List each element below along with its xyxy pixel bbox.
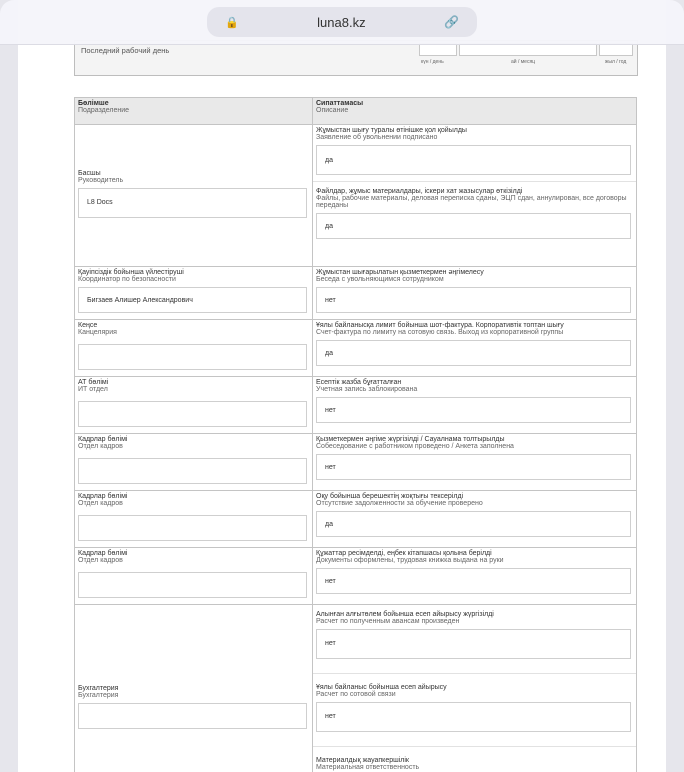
item-value-field[interactable]: да (316, 145, 631, 175)
header-department-kz: Бөлімше (78, 100, 109, 107)
dept-name-kz: Басшы (78, 169, 101, 177)
responsible-field[interactable] (78, 703, 307, 729)
dept-name-ru: Канцелярия (78, 329, 117, 336)
dept-name-ru: Отдел кадров (78, 443, 123, 450)
table-row (75, 377, 637, 434)
table-row (75, 605, 637, 772)
item-text-kz: Оқу бойынша берешектің жоқтығы тексерілді (316, 493, 464, 500)
item-text-ru: Материальная ответственность (316, 764, 420, 771)
dept-name-ru: Руководитель (78, 176, 124, 184)
dept-cell (75, 267, 313, 320)
divider (313, 181, 636, 182)
dept-name-ru: Отдел кадров (78, 557, 123, 564)
dept-cell (75, 320, 313, 377)
divider (313, 746, 636, 747)
link-icon[interactable]: 🔗 (444, 15, 459, 29)
desc-cell (313, 267, 637, 320)
checklist-item (316, 607, 633, 659)
responsible-field[interactable] (78, 458, 307, 484)
dept-name-kz: Бухгалтерия (78, 685, 119, 692)
table-header (75, 98, 637, 125)
checklist-item (316, 127, 633, 175)
dept-name-ru: ИТ отдел (78, 386, 108, 393)
item-text-kz: Материалдық жауапкершілік (316, 757, 409, 764)
item-text-ru: Документы оформлены, трудовая книжка выдана на руки (316, 557, 504, 564)
item-text-kz: Құжаттар ресімделді, еңбек кітапшасы қолына берілді (316, 550, 492, 557)
lock-icon: 🔒 (225, 16, 239, 29)
table-row (75, 548, 637, 605)
dept-name-kz: АТ бөлімі (78, 379, 109, 386)
dept-name-kz: Кадрлар бөлімі (78, 550, 128, 557)
item-text-kz: Жұмыстан шығарылатын қызметкермен әңгімелесу (316, 269, 484, 276)
header-description-kz: Сипаттамасы (316, 100, 364, 107)
item-value-field[interactable]: нет (316, 287, 631, 313)
document-page (18, 0, 666, 772)
header-department (75, 98, 313, 125)
dept-name-kz: Кадрлар бөлімі (78, 493, 128, 500)
item-text-kz: Ұялы байланыс бойынша есеп айырысу (316, 684, 447, 691)
dept-cell (75, 605, 313, 772)
month-label: ай / месяц (511, 59, 536, 65)
last-working-day-section (74, 40, 638, 76)
date-fields (419, 43, 633, 73)
last-day-label: Последний рабочий день (81, 46, 170, 55)
dept-name-ru: Координатор по безопасности (78, 276, 176, 283)
item-value-field[interactable]: нет (316, 454, 631, 480)
browser-address-bar (0, 0, 684, 45)
item-text-kz: Ұялы байланысқа лимит бойынша шот-фактура. Корпоративтік топтан шығу (316, 322, 564, 329)
dept-name-kz: Кадрлар бөлімі (78, 436, 128, 443)
item-text-kz: Қызметкермен әңгіме жүргізілді / Сауалнама толтырылды (316, 436, 505, 443)
item-text-ru: Счет-фактура по лимиту на сотовую связь. Выход из корпоративной группы (316, 329, 564, 336)
desc-cell (313, 125, 637, 267)
responsible-field[interactable] (78, 572, 307, 598)
desc-cell (313, 320, 637, 377)
item-value-field[interactable]: да (316, 340, 631, 366)
dept-cell (75, 434, 313, 491)
item-text-ru: Беседа с увольняющимся сотрудником (316, 276, 444, 283)
checklist-item (316, 753, 633, 772)
item-value-field[interactable]: нет (316, 397, 631, 423)
item-text-ru: Расчет по сотовой связи (316, 691, 396, 698)
dept-name-ru: Бухгалтерия (78, 692, 119, 699)
item-text-ru: Заявление об увольнении подписано (316, 134, 438, 141)
responsible-field[interactable] (78, 344, 307, 370)
table-row (75, 320, 637, 377)
table-row (75, 434, 637, 491)
header-description-ru: Описание (316, 107, 349, 114)
checklist-item (316, 680, 633, 732)
dept-name-kz: Қауіпсіздік бойынша үйлестіруші (78, 269, 184, 276)
item-text-kz: Жұмыстан шығу туралы өтінішке қол қойылды (316, 127, 467, 134)
clearance-table (74, 97, 637, 772)
item-text-kz: Файлдар, жұмыс материалдары, іскери хат жазысулар өткізілді (316, 188, 523, 195)
item-value-field[interactable]: нет (316, 629, 631, 659)
desc-cell (313, 548, 637, 605)
item-value-field[interactable]: нет (316, 702, 631, 732)
dept-cell (75, 491, 313, 548)
item-text-ru: Учетная запись заблокирована (316, 386, 418, 393)
dept-cell (75, 548, 313, 605)
dept-name-ru: Отдел кадров (78, 500, 123, 507)
desc-cell (313, 491, 637, 548)
item-text-ru: Собеседование с работником проведено / Анкета заполнена (316, 443, 514, 450)
dept-name-kz: Кеңсе (78, 322, 98, 329)
url-text: luna8.kz (317, 14, 366, 30)
year-label: жыл / год (605, 59, 627, 65)
dept-cell (75, 125, 313, 267)
dept-cell (75, 377, 313, 434)
day-label: күн / день (421, 59, 444, 65)
table-row (75, 125, 637, 267)
item-text-kz: Есептік жазба бұғатталған (316, 379, 402, 386)
url-field[interactable] (207, 7, 477, 37)
table-row (75, 267, 637, 320)
item-value-field[interactable]: да (316, 511, 631, 537)
desc-cell (313, 605, 637, 772)
header-department-ru: Подразделение (78, 107, 130, 114)
table-row (75, 491, 637, 548)
item-text-ru: Расчет по полученным авансам произведен (316, 618, 460, 625)
item-text-kz: Алынған алғытөлем бойынша есеп айырысу жүргізілді (316, 611, 494, 618)
responsible-field[interactable]: L8 Docs (78, 188, 307, 218)
desc-cell (313, 377, 637, 434)
item-text-ru: Файлы, рабочие материалы, деловая переписка сданы, ЭЦП сдан, аннулирован, все договоры переданы (316, 195, 627, 209)
item-value-field[interactable]: нет (316, 568, 631, 594)
checklist-item (316, 188, 633, 239)
divider (313, 673, 636, 674)
header-description (313, 98, 637, 125)
item-text-ru: Отсутствие задолженности за обучение проверено (316, 500, 483, 507)
responsible-field[interactable] (78, 401, 307, 427)
responsible-field[interactable] (78, 515, 307, 541)
item-value-field[interactable]: да (316, 213, 631, 239)
responsible-field[interactable]: Бигзаев Алишер Александрович (78, 287, 307, 313)
desc-cell (313, 434, 637, 491)
